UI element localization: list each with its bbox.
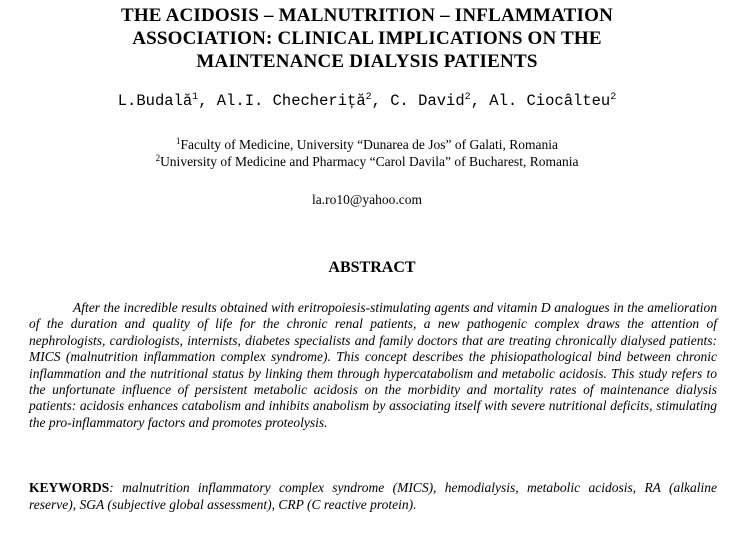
- affiliation: [0, 153, 734, 170]
- paper-title: [60, 4, 674, 73]
- abstract-heading: ABSTRACT: [328, 259, 416, 276]
- affiliation: [0, 136, 734, 153]
- author-list: [0, 91, 734, 111]
- author-separator: ,: [198, 92, 217, 110]
- author-affiliation-marker: 2: [464, 92, 471, 103]
- author-name: L.Budală: [117, 92, 193, 110]
- keywords-text: : malnutrition inflammatory complex syndrome (MICS), hemodialysis, metabolic acidosis, RA (alkaline reserve), SGA (subjective global assessment), CRP (C reactive protein).: [29, 480, 717, 512]
- author-separator: ,: [371, 92, 391, 110]
- contact-email: la.ro10@yahoo.com: [312, 192, 422, 207]
- affiliation-text: University of Medicine and Pharmacy “Carol Davila” of Bucharest, Romania: [160, 154, 579, 169]
- author-affiliation-marker: 2: [365, 92, 372, 103]
- author-separator: ,: [470, 92, 490, 110]
- title-line: ASSOCIATION: CLINICAL IMPLICATIONS ON THE: [132, 28, 602, 49]
- title-line: MAINTENANCE DIALYSIS PATIENTS: [196, 51, 538, 72]
- affiliation-marker: 2: [155, 153, 161, 163]
- author-name: Al.I. Checheriță: [216, 92, 366, 110]
- author-name: Al. Ciocâlteu: [489, 92, 611, 110]
- author-name: C. David: [390, 92, 465, 110]
- author-affiliation-marker: 2: [610, 92, 617, 103]
- affiliation-marker: 1: [175, 136, 181, 146]
- abstract-body: After the incredible results obtained with eritropoiesis-stimulating agents and vitamin D analogues in the amelioration of the duration and quality of life for the chronic renal patients, a new pathogenic complex draws the attention of nephrologists, cardiologists, internists, diabetes specialists and family doctors that are treating chronically dialysed patients: MICS (malnutrition inflammation complex syndrome). This concept describes the phisiopathological bind between chronic inflammation and the nutritional status by linking them through hypercatabolism and metabolic acidosis. This study refers to the unfortunate influence of persistent metabolic acidosis on the morbidity and mortality rates of maintenance dialysis patients: acidosis enhances catabolism and inhibits anabolism by associating itself with severe nutritional deficits, stimulating the pro-inflammatory factors and promotes proteolysis.: [29, 300, 717, 430]
- author-affiliation-marker: 1: [192, 92, 199, 103]
- title-line: THE ACIDOSIS – MALNUTRITION – INFLAMMATION: [120, 5, 614, 26]
- keywords-paragraph: [29, 479, 717, 513]
- affiliation-text: Faculty of Medicine, University “Dunarea de Jos” of Galati, Romania: [180, 137, 558, 152]
- keywords-label: KEYWORDS: [29, 480, 110, 495]
